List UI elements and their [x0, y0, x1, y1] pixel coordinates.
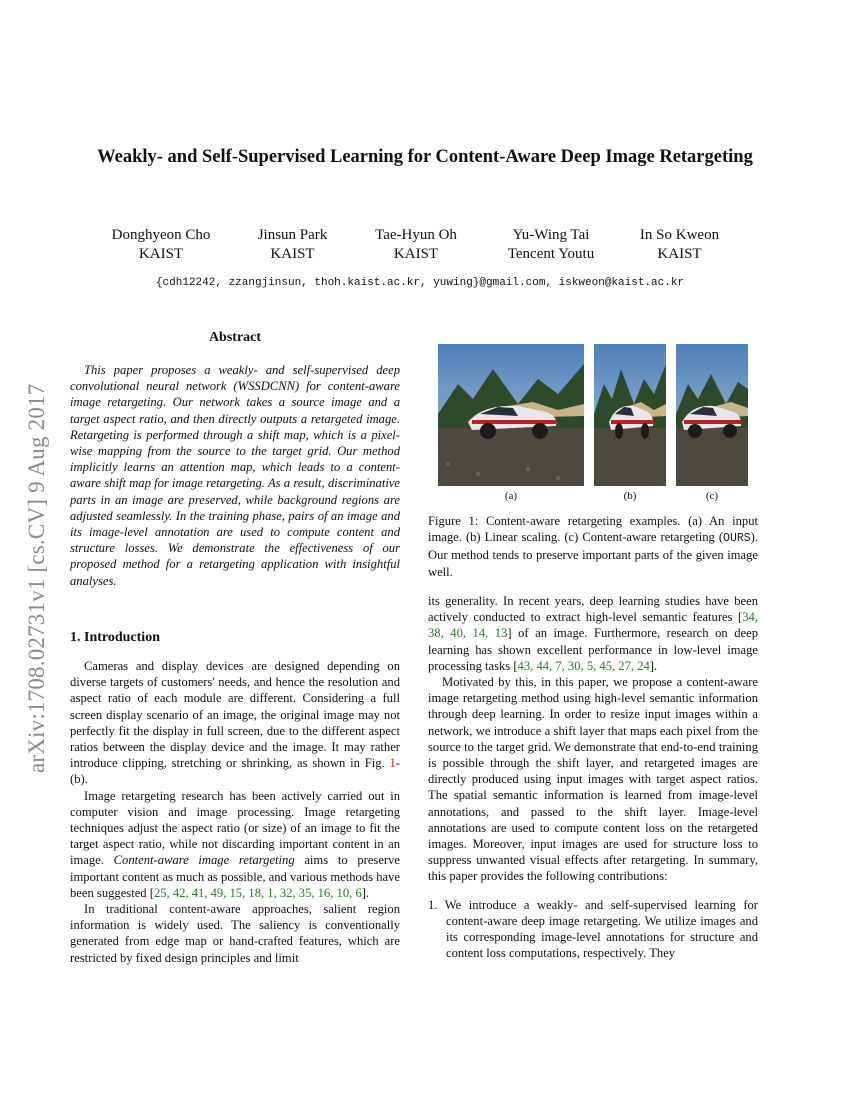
- citation-links[interactable]: 25, 42, 41, 49, 15, 18, 1, 32, 35, 16, 10, 6: [153, 885, 362, 900]
- author-block: [360, 226, 472, 264]
- figure-1: [438, 344, 784, 506]
- figure-label-c: (c): [705, 490, 719, 502]
- author-name: Tae-Hyun Oh: [375, 227, 457, 243]
- figure-image-content-aware: [676, 344, 748, 486]
- contribution-list-item: 1. We introduce a weakly- and self-supervised learning for content-aware deep image retargeting. We utilize images and its corresponding image-level annotations for structure and content loss computations, respectively. They: [428, 897, 758, 961]
- figure-label-a: (a): [504, 490, 518, 502]
- author-block: [240, 226, 345, 264]
- right-paragraph-2: Motivated by this, in this paper, we propose a content-aware image retargeting method using high-level semantic information through deep learning. In order to resize input images within a network, we introduce a shift layer that maps each pixel from the source to the target grid. We demonstrate that end-to-end training is possible through the shift layer, and retargeted images are directly produced using input images with target aspect ratios. The spatial semantic information is learned from image-level annotations, and passed to the shift layer. Image-level annotations are used to compute content loss on the retargeted images. Moreover, input images are used for structure loss to suppress unwanted visual effects after retargeting. In summary, this paper provides the following contributions:: [428, 675, 758, 884]
- author-name: Donghyeon Cho: [111, 227, 211, 243]
- author-block: [490, 226, 612, 264]
- arxiv-stamp: arXiv:1708.02731v1 [cs.CV] 9 Aug 2017: [24, 383, 49, 773]
- author-name: In So Kweon: [639, 227, 720, 243]
- abstract-paragraph: This paper proposes a weakly- and self-supervised deep convolutional neural network (WSSDCNN) for content-aware image retargeting. Our network takes a source image and a target aspect ratio, and then directly outputs a retargeted image. Retargeting is performed through a shift map, which is a pixel-wise mapping from the source to the target grid. Our method implicitly learns an attention map, which leads to a content-aware shift map for image retargeting. As a result, discriminative parts in an image are preserved, while background regions are adjusted seamlessly. In the training phase, pairs of an image and its image-level annotation are used to compute content and structure losses. We demonstrate the effectiveness of our proposed method for a retargeting application with insightful analyses.: [70, 363, 400, 588]
- author-affiliation: Tencent Youtu: [507, 246, 595, 262]
- intro-paragraph-3: In traditional content-aware approaches, salient region information is widely used. The saliency is conventionally generated from edge map or hand-crafted features, which are restricted by fixed design principles and limit: [70, 902, 400, 965]
- section-heading-introduction: 1. Introduction: [70, 630, 160, 645]
- intro-paragraph-2: Image retargeting research has been actively carried out in computer vision and image processing. Image retargeting techniques adjust the aspect ratio (or size) of an image to fit the target aspect ratio, while not discarding important content in an image. Content-aware image retargeting aims to preserve important content as much as possible, and various methods have been suggested [25, 42, 41, 49, 15, 18, 1, 32, 35, 16, 10, 6].: [70, 788, 400, 900]
- abstract-text: [70, 362, 400, 589]
- author-name: Yu-Wing Tai: [512, 227, 590, 243]
- figure-image-input: [438, 344, 584, 486]
- right-paragraph-1: its generality. In recent years, deep learning studies have been actively conducted to extract high-level semantic features [34, 38, 40, 14, 13] of an image. Furthermore, research on deep learning has shown excellent performance in low-level image processing tasks [43, 44, 7, 30, 5, 45, 27, 24].: [428, 594, 758, 673]
- author-name: Jinsun Park: [257, 227, 328, 243]
- intro-paragraph-1: Cameras and display devices are designed depending on diverse targets of customers' needs, and hence the resolution and aspect ratio of each module are different. Considering a full screen display scenario of an image, the original image may not perfectly fit the display in full screen, due to the different aspect ratios between the display device and the image. It may rather introduce clipping, stretching or shrinking, as shown in Fig. 1-(b).: [70, 659, 400, 787]
- introduction-body: [70, 658, 400, 966]
- figure-label-b: (b): [623, 490, 637, 502]
- author-affiliation: KAIST: [657, 246, 702, 262]
- abstract-heading: Abstract: [208, 330, 262, 345]
- figure-image-linear-scaling: [594, 344, 666, 486]
- author-block: [95, 226, 227, 264]
- figure-reference-link[interactable]: 1: [389, 756, 396, 771]
- paper-title: Weakly- and Self-Supervised Learning for Content-Aware Deep Image Retargeting: [97, 147, 753, 167]
- author-block: [622, 226, 737, 264]
- author-affiliation: KAIST: [138, 246, 184, 262]
- citation-links[interactable]: 34, 38, 40, 14, 13: [428, 610, 758, 641]
- author-affiliation: KAIST: [270, 246, 315, 262]
- right-column-body: [428, 593, 758, 961]
- figure-caption: Figure 1: Content-aware retargeting examples. (a) An input image. (b) Linear scaling. (c) Content-aware retargeting (OURS). Our method tends to preserve important parts of the given image well.: [428, 514, 758, 579]
- author-emails: {cdh12242, zzangjinsun, thoh.kaist.ac.kr, yuwing}@gmail.com, iskweon@kaist.ac.kr: [155, 277, 685, 289]
- author-affiliation: KAIST: [393, 246, 439, 262]
- citation-links[interactable]: 43, 44, 7, 30, 5, 45, 27, 24: [517, 658, 650, 673]
